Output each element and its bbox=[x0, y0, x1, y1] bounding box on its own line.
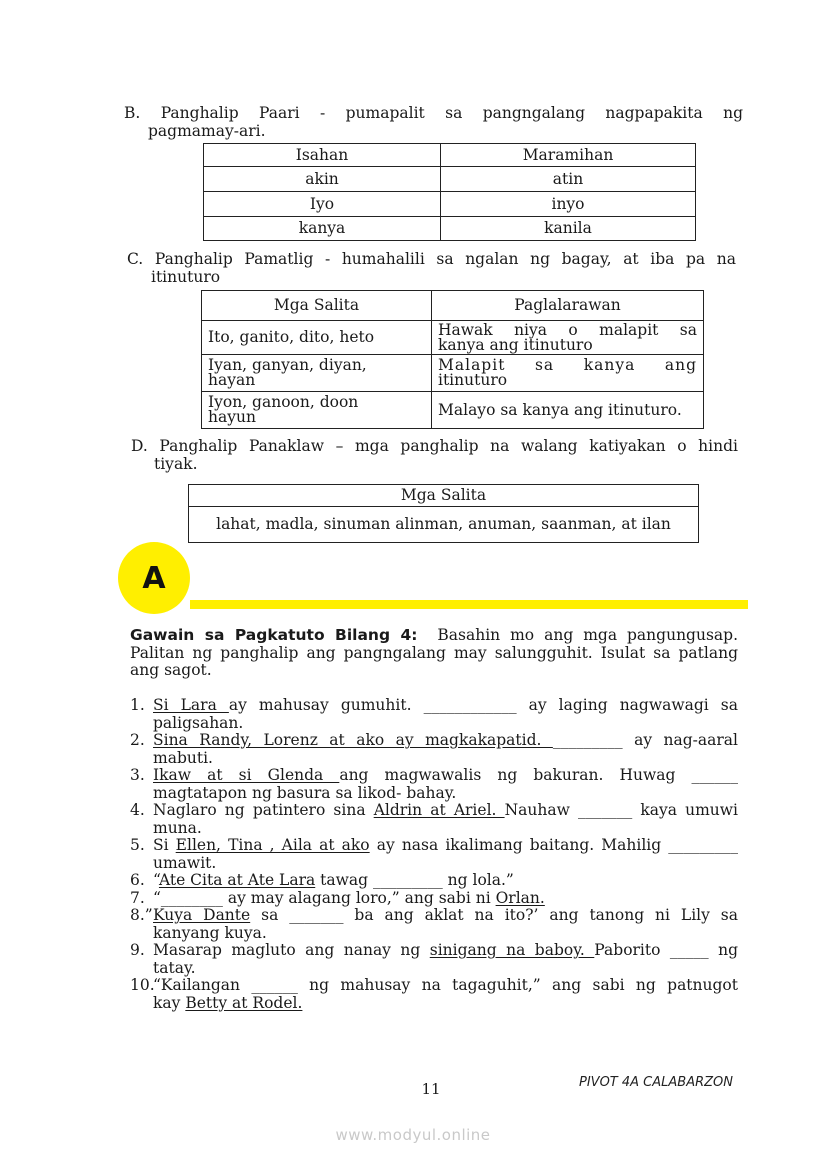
list-item bbox=[130, 837, 738, 872]
item-text-cont: magtatapon ng basura sa likod- bahay. bbox=[153, 783, 457, 802]
item-text: “Kailangan ______ ng mahusay na tagaguhit,” ang sabi ng patnugot bbox=[153, 976, 738, 994]
header-paglalarawan: Paglalarawan bbox=[432, 291, 704, 321]
underlined-noun: Sina Randy, Lorenz at ako ay magkakapatid. bbox=[153, 731, 553, 749]
activity-intro-line2: Palitan ng panghalip ang pangngalang may salungguhit. Isulat sa patlang bbox=[130, 643, 738, 662]
item-text: ay mahusay gumuhit. ____________ ay laging nagwawagi sa bbox=[228, 696, 738, 714]
underlined-noun: Ikaw at si Glenda bbox=[153, 766, 340, 784]
list-item bbox=[130, 907, 738, 942]
list-item bbox=[130, 767, 738, 802]
item-text-cont: kanyang kuya. bbox=[153, 923, 267, 942]
table-cell: akin bbox=[204, 167, 441, 192]
watermark: www.modyul.online bbox=[335, 1126, 491, 1144]
table-cell: lahat, madla, sinuman alinman, anuman, saanman, at ilan bbox=[189, 507, 699, 543]
activity-intro-line3: ang sagot. bbox=[130, 661, 212, 679]
item-text: _________ ay nag-aaral bbox=[552, 731, 738, 749]
item-text: sa _______ ba ang aklat na ito?’ ang tanong ni Lily sa bbox=[250, 906, 738, 924]
table-cell bbox=[432, 355, 704, 392]
list-item bbox=[130, 802, 738, 837]
activity-badge: A bbox=[118, 542, 190, 614]
possessive-pronoun-table bbox=[203, 143, 696, 241]
list-item bbox=[130, 872, 738, 890]
pivot-label: PIVOT 4A CALABARZON bbox=[579, 1075, 733, 1090]
page-number: 11 bbox=[421, 1080, 441, 1098]
item-text: Si bbox=[153, 836, 176, 854]
item-text-cont: muna. bbox=[153, 818, 202, 837]
indefinite-pronoun-table bbox=[188, 484, 699, 543]
list-item bbox=[130, 697, 738, 732]
header-maramihan: Maramihan bbox=[441, 144, 696, 167]
item-number: 8.” bbox=[130, 906, 153, 924]
item-number: 7. bbox=[130, 888, 145, 907]
activity-title: Gawain sa Pagkatuto Bilang 4: bbox=[130, 626, 418, 644]
section-b-heading bbox=[124, 105, 743, 122]
item-text: “ bbox=[153, 871, 159, 889]
section-d-heading-cont: tiyak. bbox=[154, 455, 198, 473]
item-text-cont: paligsahan. bbox=[153, 713, 244, 732]
header-mga-salita: Mga Salita bbox=[189, 485, 699, 507]
item-number: 5. bbox=[130, 836, 145, 854]
intro-text: Basahin mo ang mga pangungusap. bbox=[437, 626, 738, 644]
activity-intro-line1 bbox=[130, 627, 738, 645]
list-item bbox=[130, 890, 738, 908]
item-text: Nauhaw _______ kaya umuwi bbox=[504, 801, 739, 819]
word-line: Iyon, ganoon, doon bbox=[208, 393, 359, 411]
underlined-noun: Si Lara bbox=[153, 696, 229, 714]
table-cell: inyo bbox=[441, 192, 696, 217]
item-number: 1. bbox=[130, 696, 145, 714]
section-c-heading bbox=[127, 251, 736, 268]
underlined-noun: Ellen, Tina , Aila at ako bbox=[175, 836, 370, 854]
item-number: 4. bbox=[130, 801, 145, 819]
item-number: 2. bbox=[130, 731, 145, 749]
table-cell bbox=[432, 321, 704, 355]
item-text-cont: mabuti. bbox=[153, 748, 213, 767]
item-number: 6. bbox=[130, 871, 145, 889]
item-text: Naglaro ng patintero sina bbox=[153, 801, 374, 819]
underlined-noun: Aldrin at Ariel. bbox=[373, 801, 505, 819]
underlined-noun: sinigang na baboy. bbox=[429, 941, 595, 959]
exercise-list bbox=[130, 697, 738, 1012]
desc-line: Hawak niya o malapit sa bbox=[438, 320, 697, 339]
desc-line: itinuturo bbox=[438, 371, 508, 389]
table-cell: atin bbox=[441, 167, 696, 192]
desc-line: Malapit sa kanya ang bbox=[438, 356, 697, 374]
item-number: 9. bbox=[130, 941, 145, 959]
table-cell: Iyo bbox=[204, 192, 441, 217]
item-text: Masarap magluto ang nanay ng bbox=[153, 941, 430, 959]
section-d-heading bbox=[131, 438, 738, 455]
yellow-divider-bar bbox=[190, 600, 748, 609]
list-item bbox=[130, 977, 738, 1012]
item-text: “________ ay may alagang loro,” ang sabi ni bbox=[153, 888, 496, 907]
item-number: 10. bbox=[130, 976, 155, 994]
section-b-heading-line1: B. Panghalip Paari - pumapalit sa pangngalang nagpapakita ng bbox=[124, 104, 743, 122]
item-text-cont: umawit. bbox=[153, 853, 217, 872]
table-cell: Malayo sa kanya ang itinuturo. bbox=[432, 392, 704, 429]
table-cell: Ito, ganito, dito, heto bbox=[202, 321, 432, 355]
underlined-noun: Orlan. bbox=[495, 888, 545, 907]
activity-instructions bbox=[130, 627, 738, 680]
item-text: ang magwawalis ng bakuran. Huwag ______ bbox=[339, 766, 738, 784]
word-line: hayun bbox=[208, 408, 256, 426]
list-item bbox=[130, 732, 738, 767]
underlined-noun: Kuya Dante bbox=[153, 906, 251, 924]
desc-line: kanya ang itinuturo bbox=[438, 335, 593, 354]
list-item bbox=[130, 942, 738, 977]
section-c-heading-cont: itinuturo bbox=[151, 268, 221, 286]
section-d-heading-line1: D. Panghalip Panaklaw – mga panghalip na walang katiyakan o hindi bbox=[131, 437, 738, 455]
table-cell: kanya bbox=[204, 217, 441, 241]
underlined-noun: Betty at Rodel. bbox=[185, 993, 303, 1012]
section-b-heading-cont: pagmamay-ari. bbox=[148, 122, 266, 140]
word-line: Iyan, ganyan, diyan, bbox=[208, 356, 367, 374]
demonstrative-pronoun-table bbox=[201, 290, 704, 429]
header-isahan: Isahan bbox=[204, 144, 441, 167]
section-c-heading-line1: C. Panghalip Pamatlig - humahalili sa ngalan ng bagay, at iba pa na bbox=[127, 250, 736, 268]
item-text-cont: kay bbox=[153, 993, 186, 1012]
word-line: hayan bbox=[208, 371, 256, 389]
item-text: tawag _________ ng lola.” bbox=[315, 871, 514, 889]
item-text: Paborito _____ ng bbox=[594, 941, 739, 959]
header-mga-salita: Mga Salita bbox=[202, 291, 432, 321]
table-cell bbox=[202, 355, 432, 392]
table-cell: kanila bbox=[441, 217, 696, 241]
item-text-cont: tatay. bbox=[153, 958, 196, 977]
item-text: ay nasa ikalimang baitang. Mahilig _________ bbox=[369, 836, 738, 854]
underlined-noun: Ate Cita at Ate Lara bbox=[158, 871, 316, 889]
item-number: 3. bbox=[130, 766, 145, 784]
table-cell bbox=[202, 392, 432, 429]
